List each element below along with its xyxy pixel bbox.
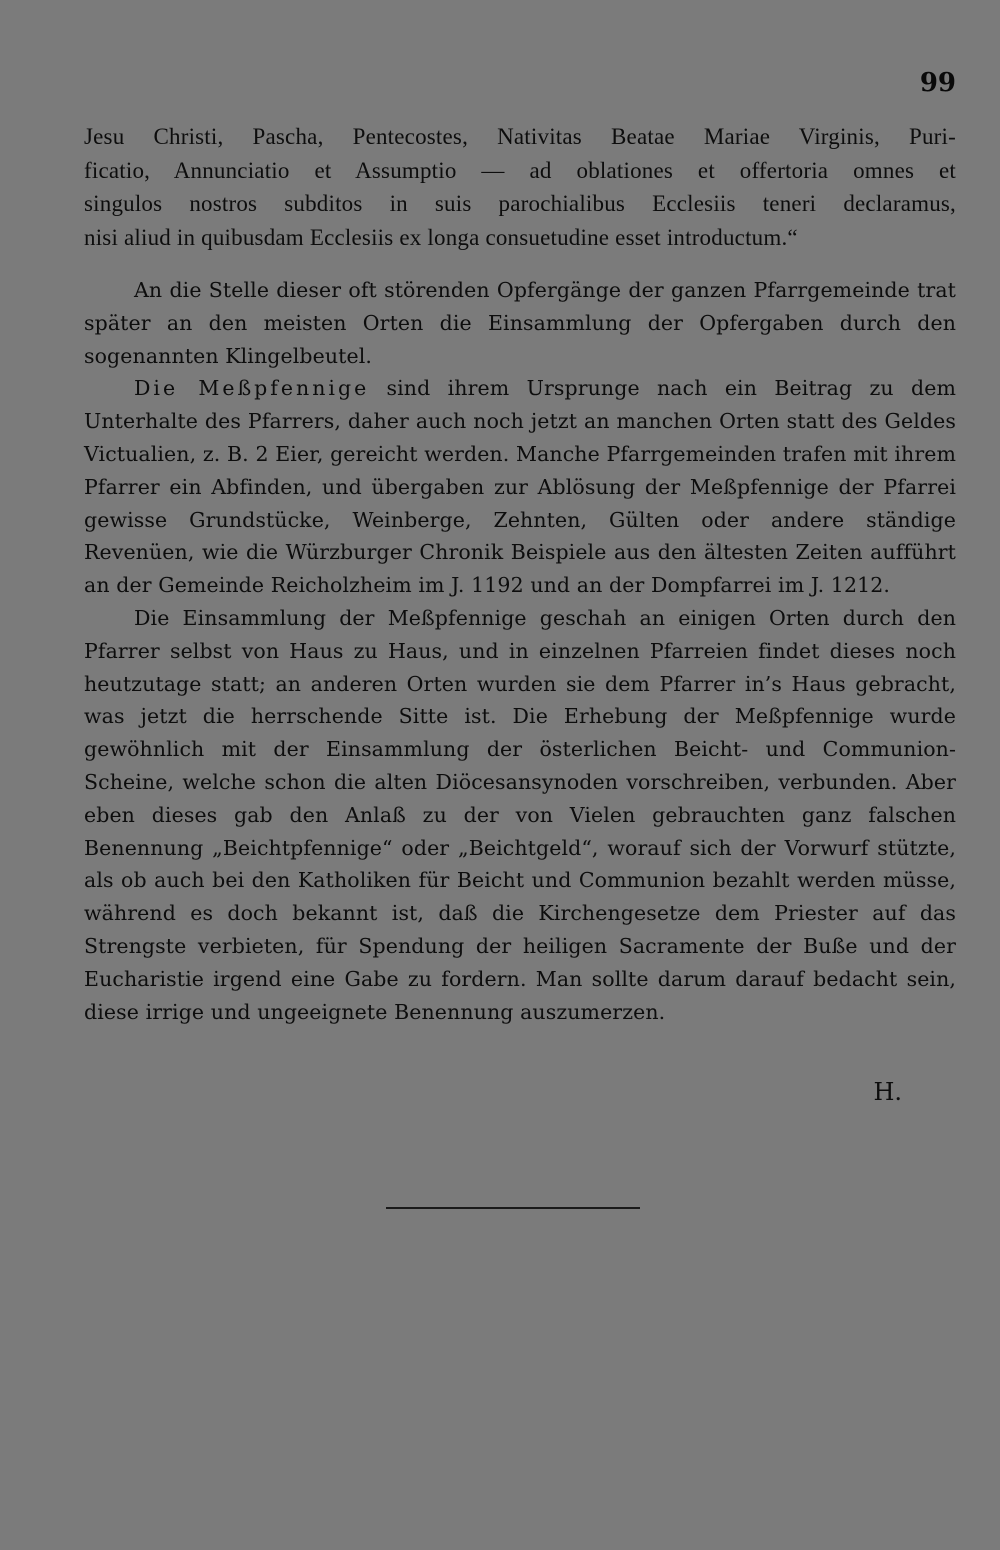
author-signature: H. [873, 1078, 902, 1106]
page-number: 99 [919, 68, 956, 98]
page-body [84, 120, 956, 1028]
paragraph-einsammlung: Die Einsammlung der Meßpfennige geschah an einigen Orten durch den Pfarrer selbst von Haus zu Haus, und in einzelnen Pfarreien findet dieses noch heutzutage statt; an anderen Orten wurden sie dem Pfarrer in’s Haus gebracht, was jetzt die herrschende Sitte ist. Die Erhebung der Meßpfennige wurde gewöhnlich mit der Einsammlung der österlichen Beicht- und Communion-Scheine, welche schon die alten Diöcesansynoden vorschreiben, verbunden. Aber eben dieses gab den Anlaß zu der von Vielen gebrauchten ganz falschen Benennung „Beichtpfennige“ oder „Beichtgeld“, worauf sich der Vorwurf stützte, als ob auch bei den Katholiken für Beicht und Communion bezahlt werden müsse, während es doch bekannt ist, daß die Kirchengesetze dem Priester auf das Strengste verbieten, für Spendung der heiligen Sacramente der Buße und der Eucharistie irgend eine Gabe zu fordern. Man sollte darum darauf bedacht sein, diese irrige und ungeeignete Benennung auszumerzen. [84, 605, 956, 1024]
latin-line: Jesu Christi, Pascha, Pentecostes, Nativitas Beatae Mariae Virginis, Puri- [84, 124, 956, 149]
latin-line: ficatio, Annunciatio et Assumptio — ad oblationes et offertoria omnes et [84, 157, 956, 183]
latin-line: singulos nostros subditos in suis parochialibus Ecclesiis teneri declaramus, [84, 191, 956, 216]
latin-line: nisi aliud in quibusdam Ecclesiis ex longa consuetudine esset introductum.“ [84, 224, 798, 250]
paragraph-klingelbeutel: An die Stelle dieser oft störenden Opfergänge der ganzen Pfarrgemeinde trat später an den meisten Orten die Einsammlung der Opfergaben durch den sogenannten Klingelbeutel. [84, 278, 956, 368]
latin-quote [84, 120, 956, 254]
paragraph-messpfennige [84, 372, 956, 602]
paragraph-text: sind ihrem Ursprunge nach ein Beitrag zu dem Unterhalte des Pfarrers, daher auch noch jetzt an manchen Orten statt des Geldes Victualien, z. B. 2 Eier, gereicht werden. Manche Pfarrgemeinden trafen mit ihrem Pfarrer ein Abfinden, und übergaben zur Ablösung der Meßpfennige der Pfarrei gewisse Grundstücke, Weinberge, Zehnten, Gülten oder andere ständige Revenüen, wie die Würzburger Chronik Beispiele aus den ältesten Zeiten aufführt an der Gemeinde Reicholzheim im J. 1192 und an der Dompfarrei im J. 1212. [84, 376, 956, 598]
emphasized-term: Die Meßpfennige [134, 376, 370, 401]
section-divider [386, 1207, 640, 1209]
